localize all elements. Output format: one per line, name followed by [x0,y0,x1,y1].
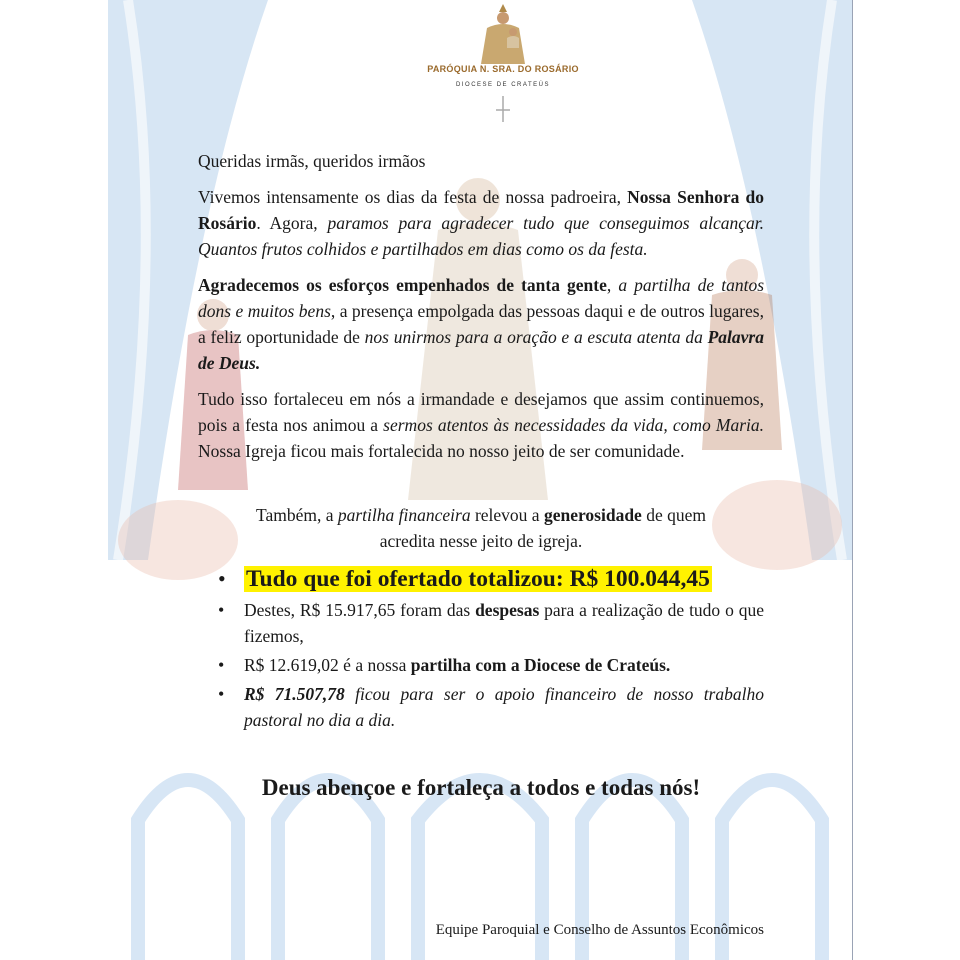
text-span: para a realização de tudo o que fizemos, [244,600,764,646]
parish-logo [408,0,598,130]
text-span-bold: despesas [475,600,540,620]
text-span: relevou a [470,505,544,525]
paragraph-partilha [198,502,764,554]
text-span-italic: a partilha de tantos dons e muitos bens [198,275,764,321]
text-span: R$ 12.619,02 é a nossa [244,655,411,675]
rosary-cross-icon [494,96,512,122]
text-span: Vivemos intensamente os dias da festa de nossa padroeira, [198,187,628,207]
word-of-god: Palavra de Deus. [198,327,764,373]
page-border-right [852,0,853,960]
text-span-italic: partilha financeira [337,505,471,525]
bullet-icon: • [218,600,225,620]
bullet-icon: • [218,566,226,591]
patron-name: Nossa Senhora do Rosário [198,187,764,233]
signature: Equipe Paroquial e Conselho de Assuntos Econômicos [435,922,764,938]
text-span-bold: partilha com a Diocese de Crateús. [410,655,671,675]
bullet-icon: • [218,655,225,675]
text-span: . Agora, [256,213,328,233]
paragraph-agradecimento [198,272,764,376]
pastoral-amount: R$ 71.507,78 [244,684,345,704]
total-highlight: Tudo que foi ofertado totalizou: R$ 100.044,45 [246,566,710,592]
text-span: Também, a [256,505,338,525]
parish-name: PARÓQUIA N. SRA. DO ROSÁRIO [427,64,579,74]
bullet-icon: • [218,684,225,704]
diocese-name: DIOCESE DE CRATEÚS [456,82,550,88]
list-item-total [198,564,764,594]
list-item-diocese [198,652,764,678]
text-span: de quem acredita nesse jeito de igreja. [379,505,706,551]
text-span: , a presença empolgada das pessoas daqui e de outros lugares, a feliz oportunidade de [198,301,764,347]
blessing: Deus abençoe e fortaleça a todos e todas nós! [261,775,701,800]
letter-page [108,0,852,960]
text-span-italic: paramos para agradecer tudo que conseguimos alcançar. Quantos frutos colhidos e partilhados em dias como os da festa. [198,213,764,259]
paragraph-irmandade [198,386,764,464]
list-item-expenses [198,597,764,649]
text-span-bold: Agradecemos os esforços empenhados de tanta gente [198,275,607,295]
financial-list [198,564,764,733]
text-span-bold: generosidade [543,505,642,525]
text-span: Destes, R$ 15.917,65 foram das [244,600,476,620]
text-span: Nossa Igreja ficou mais fortalecida no nosso jeito de ser comunidade. [198,441,685,461]
text-span-italic: nos unirmos para a oração e a escuta atenta da [364,327,708,347]
text-span: Tudo isso fortaleceu em nós a irmandade e desejamos que assim continuemos, pois a festa nos animou a [198,389,764,435]
list-item-pastoral [198,681,764,733]
madonna-child-icon [473,2,533,64]
paragraph-festa [198,184,764,262]
text-span-italic: ficou para ser o apoio financeiro de nosso trabalho pastoral no dia a dia. [244,684,764,730]
letter-body [198,148,764,803]
greeting: Queridas irmãs, queridos irmãos [198,151,426,171]
text-span-italic: sermos atentos às necessidades da vida, como Maria. [383,415,764,435]
text-span: , [606,275,619,295]
